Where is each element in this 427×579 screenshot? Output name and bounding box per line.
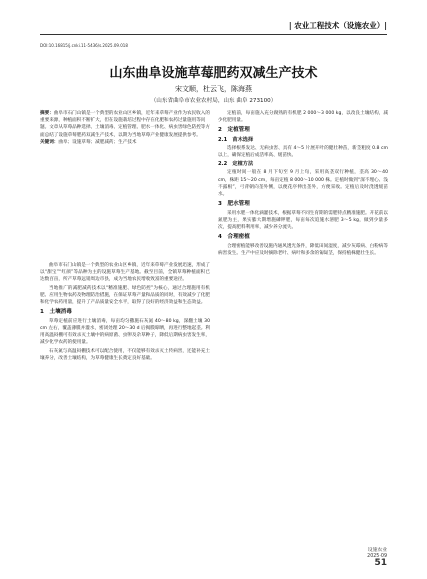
right-column: [218, 110, 388, 258]
keywords-paragraph: [40, 139, 210, 146]
abstract-block: [40, 110, 210, 146]
body-paragraph: 定植前，每亩施入充分腐熟的有机肥 2 000～3 000 kg，以改良土壤结构，减少化肥用量。: [218, 111, 388, 124]
header-divider: [40, 34, 387, 35]
left-column: [40, 262, 210, 363]
abstract-text: 曲阜市石门山镇是一个典型的农业山区乡镇，近年来草莓产业作为农民收入的重要来源，种植面积不断扩大，但在设施栽培过程中存在化肥和农药过量施用等问题。文章从草莓品种选择、土壤消毒、定植管理、肥水一体化、病虫害绿色防控等方面总结了设施草莓肥药双减生产技术，以期为当地草莓产业健康发展提供参考。: [40, 111, 210, 138]
footer-issue: 2025·09: [367, 554, 387, 559]
doi-line: DOI:10.16815/j.cnki.11-5436/s.2025.09.018: [40, 43, 128, 48]
section-heading: 2 定植管理: [218, 127, 250, 134]
body-paragraph: 合理密植能够改善设施内通风透光条件，降低田间湿度，减少灰霉病、白粉病等病害发生。生产中应及时摘除老叶、病叶和多余的匍匐茎，保持植株健壮生长。: [218, 243, 388, 256]
intro-paragraph: 曲阜市石门山镇是一个典型的农业山区乡镇，近年来草莓产业发展迅速，形成了以“甜宝”“红颜”等品种为主的设施草莓生产基地。截至目前，全镇草莓种植面积已达数百亩，所产草莓远销周边市县，成为当地农民增收致富的重要途径。: [40, 263, 210, 283]
body-paragraph: 石灰氮与高温闷棚技术可以配合使用，不仅能够有效杀灭土传病害，还能补充土壤养分，改善土壤结构，为草莓健康生长奠定良好基础。: [40, 348, 210, 361]
keywords-label: 关键词：: [40, 139, 59, 145]
body-paragraph: 定植时间一般在 8 月下旬至 9 月上旬，采用高垄双行种植，垄高 30～40 cm，株距 15～20 cm，每亩定植 8 000～10 000 株。定植时做到“深不埋心、浅不露根”，弓背朝向垄外侧，以便花序伸出垄外，方便采收。定植后及时浇透缓苗水。: [218, 170, 388, 197]
subsection-heading: 2.1 苗木选择: [218, 136, 254, 143]
section-heading: 3 肥水管理: [218, 201, 250, 208]
article-authors: 宋文顺，杜云飞，陈海燕: [175, 85, 252, 93]
page-number: 51: [374, 558, 387, 568]
page-footer: [367, 548, 387, 566]
footer-journal: 设施农业: [367, 548, 387, 553]
article-title: 山东曲阜设施草莓肥药双减生产技术: [109, 66, 318, 81]
body-paragraph: 选择根系发达、无病虫害、具有 4～5 片展开叶的健壮种苗，新茎粗度 0.8 cm 以上，确保定植后成活率高、缓苗快。: [218, 145, 388, 159]
intro-paragraph: 当地推广的减肥减药技术以“精准施肥、绿色防控”为核心，通过合理施用有机肥、应用生物农药及物理防治措施，在保证草莓产量和品质的同时，有效减少了化肥和化学农药用量，提升了产品质量安全水平，取得了良好的经济效益和生态效益。: [40, 285, 210, 306]
section-heading: 4 合理密植: [218, 234, 250, 241]
abstract-paragraph: [40, 110, 210, 139]
subsection-heading: 2.2 定植方法: [218, 161, 254, 168]
keywords-text: 曲阜；设施草莓；减肥减药；生产技术: [58, 139, 137, 145]
body-paragraph: 采用水肥一体化滴灌技术，根据草莓不同生育期的需肥特点精准施肥。开花前以氮肥为主，果实膨大期增施磷钾肥，每亩每次追施水溶肥 3～5 kg，做到少量多次，提高肥料利用率，减少养分流失。: [218, 210, 388, 231]
journal-section-header: | 农业工程技术（设施农业）|: [288, 21, 387, 30]
body-paragraph: 草莓定植前应进行土壤消毒，每亩均匀撒施石灰氮 40～80 kg，深翻土壤 30 cm 左右，覆盖薄膜并灌水，密闭处理 20～30 d 后揭膜晾晒，再进行整地起垄。利用高温闷棚可有效杀灭土壤中的病原菌、虫卵及杂草种子，降低后期病虫害发生率，减少化学农药的使用量。: [40, 318, 210, 346]
article-affiliation: （山东省曲阜市农业农村局，山东 曲阜 273100）: [150, 98, 277, 104]
section-heading: 1 土壤消毒: [40, 309, 72, 316]
abstract-label: 摘要：: [40, 111, 54, 116]
